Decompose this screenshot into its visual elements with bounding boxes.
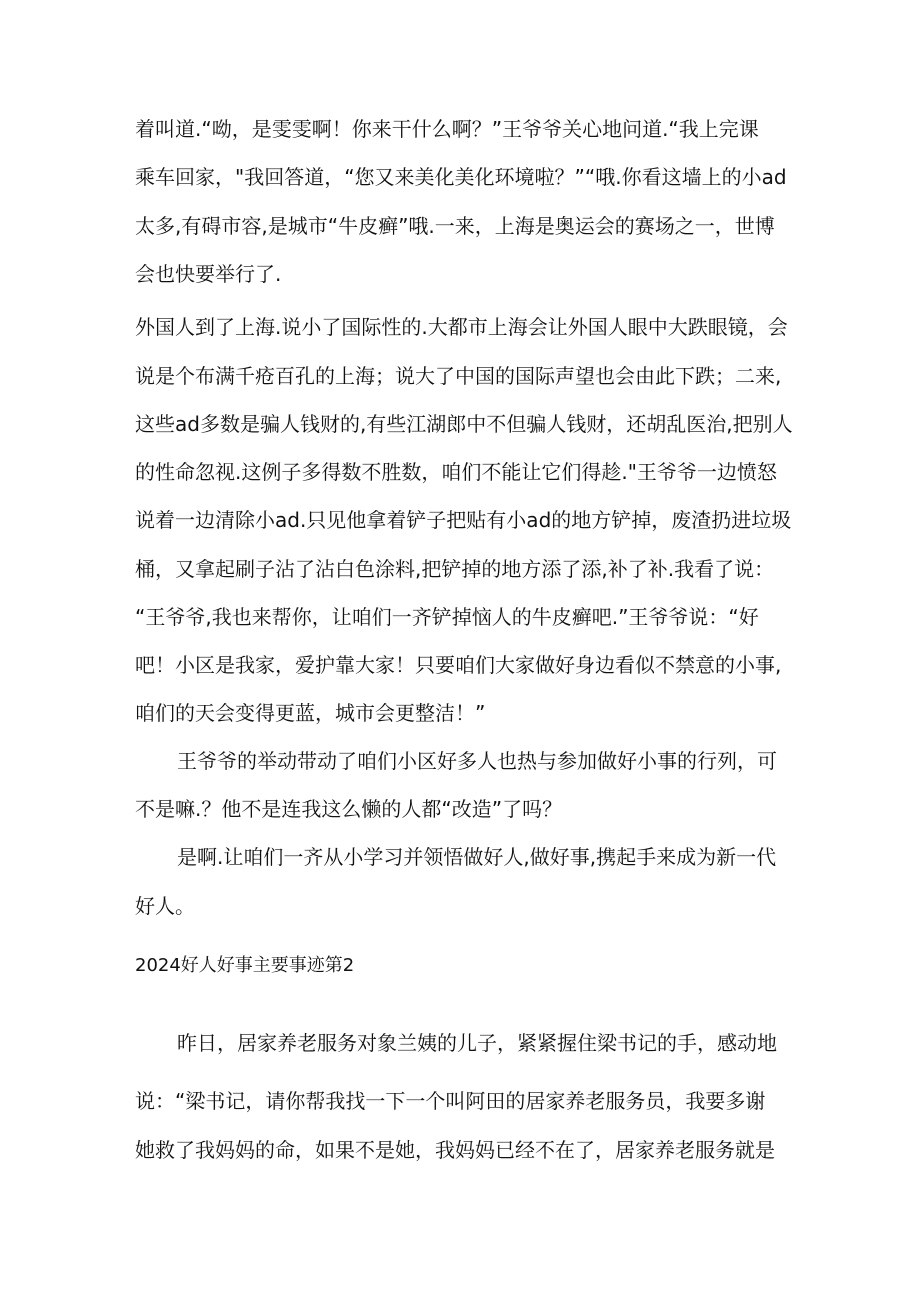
text-line: 外国人到了上海.说小了国际性的.大都市上海会让外国人眼中大跌眼镜，会 — [135, 315, 788, 339]
text-line: 这些ad多数是骗人钱财的,有些江湖郎中不但骗人钱财，还胡乱医治,把别人 — [135, 412, 793, 436]
text-line: 咱们的天会变得更蓝，城市会更整洁！” — [135, 701, 486, 725]
text-line: 是啊.让咱们一齐从小学习并领悟做好人,做好事,携起手来成为新一代 — [177, 845, 777, 869]
text-line: 乘车回家，"我回答道，“您又来美化美化环境啦？”“哦.你看这墙上的小ad — [135, 165, 787, 189]
text-line: 说是个布满千疮百孔的上海；说大了中国的国际声望也会由此下跌；二来, — [135, 364, 782, 388]
text-line: 的性命忽视.这例子多得数不胜数，咱们不能让它们得趁."王爷爷一边愤怒 — [135, 460, 777, 484]
text-line: 太多,有碍市容,是城市“牛皮癣”哦.一来，上海是奥运会的赛场之一，世博 — [135, 214, 775, 238]
text-line: 桶，又拿起刷子沾了沾白色涂料,把铲掉的地方添了添,补了补.我看了说： — [135, 557, 775, 581]
text-line: “王爷爷,我也来帮你，让咱们一齐铲掉恼人的牛皮癣吧.”王爷爷说：“好 — [135, 605, 759, 629]
text-line: 她救了我妈妈的命，如果不是她，我妈妈已经不在了，居家养老服务就是 — [135, 1138, 775, 1162]
text-line: 不是嘛.？他不是连我这么懒的人都“改造”了吗？ — [135, 797, 563, 821]
text-line: 好人。 — [135, 894, 195, 918]
section-title: 2024好人好事主要事迹第2 — [135, 955, 355, 976]
text-line: 王爷爷的举动带动了咱们小区好多人也热与参加做好小事的行列，可 — [177, 749, 777, 773]
text-line: 着叫道.“呦，是雯雯啊！你来干什么啊？”王爷爷关心地问道.“我上完课 — [135, 117, 759, 141]
text-line: 说着一边清除小ad.只见他拿着铲子把贴有小ad的地方铲掉，废渣扔进垃圾 — [135, 508, 792, 532]
text-line: 会也快要举行了. — [135, 262, 282, 286]
text-line: 昨日，居家养老服务对象兰姨的儿子，紧紧握住梁书记的手，感动地 — [177, 1031, 777, 1055]
text-line: 吧！小区是我家，爱护靠大家！只要咱们大家做好身边看似不禁意的小事, — [135, 653, 782, 677]
text-line: 说：“梁书记，请你帮我找一下一个叫阿田的居家养老服务员，我要多谢 — [135, 1089, 766, 1113]
